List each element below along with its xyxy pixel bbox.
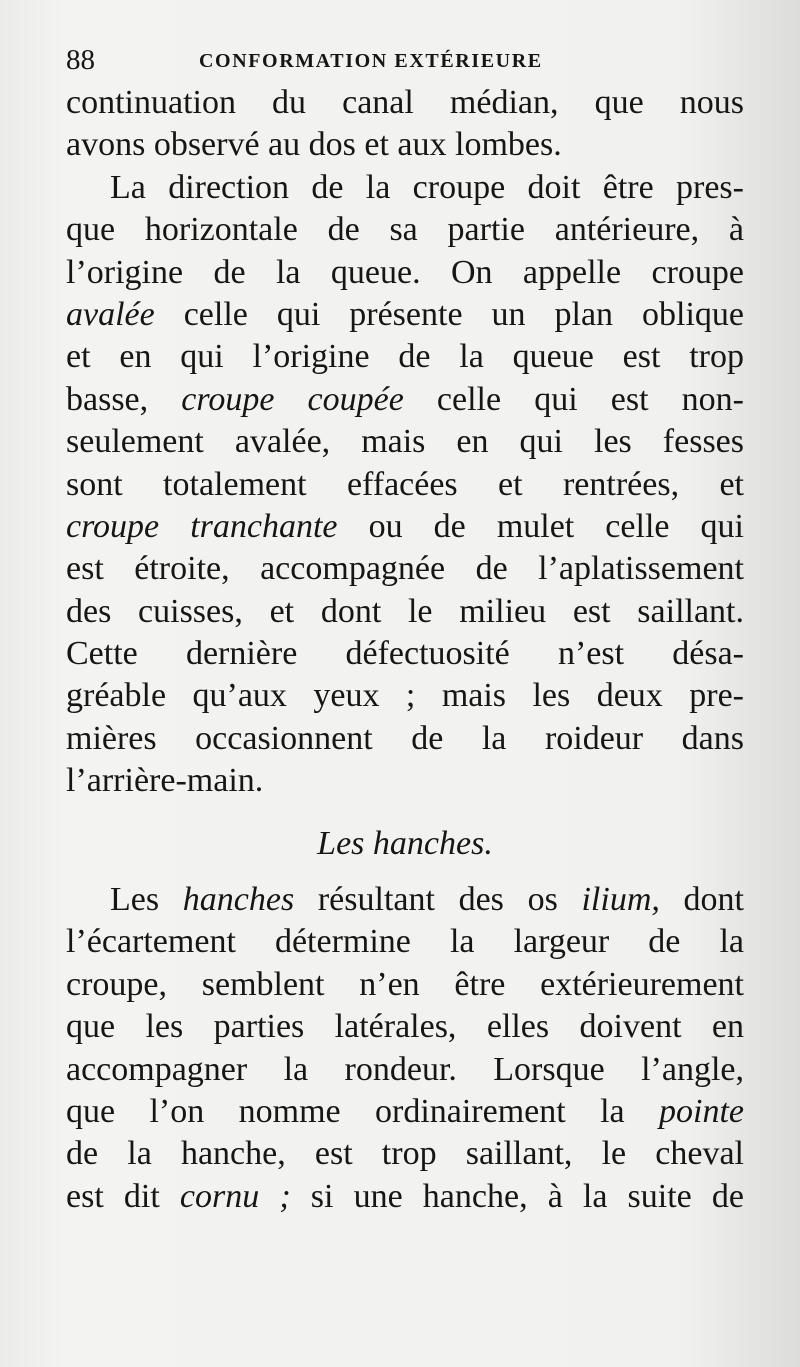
text-line: croupe tranchante ou de mulet celle qui (66, 507, 744, 545)
text-line: avalée celle qui présente un plan oblique (66, 295, 744, 333)
text-line: que horizontale de sa partie antérieure, à (66, 211, 744, 249)
text-line: l’écartement détermine la largeur de la (66, 923, 744, 961)
text-line: La direction de la croupe doit être pres- (110, 168, 744, 206)
text-line: Les hanches résultant des os ilium, dont (110, 881, 744, 919)
text-line: est étroite, accompagnée de l’aplatissement (66, 550, 744, 588)
italic-term: croupe tranchante (66, 507, 338, 545)
italic-term: avalée (66, 295, 155, 333)
text-line: seulement avalée, mais en qui les fesses (66, 423, 744, 461)
text-block (66, 82, 744, 1218)
page-header (66, 44, 626, 78)
text-line: basse, croupe coupée celle qui est non- (66, 380, 744, 418)
italic-term: pointe (659, 1092, 744, 1130)
italic-term: cornu ; (179, 1177, 291, 1215)
text-line: et en qui l’origine de la queue est trop (66, 338, 744, 376)
text-line: l’arrière-main. (66, 762, 264, 800)
text-line: de la hanche, est trop saillant, le cheval (66, 1135, 744, 1173)
italic-term: ilium, (581, 881, 660, 919)
text-line: que l’on nomme ordinairement la pointe (66, 1092, 744, 1130)
text-line: des cuisses, et dont le milieu est saillant. (66, 592, 744, 630)
text-line: continuation du canal médian, que nous (66, 84, 744, 121)
text-line: sont totalement effacées et rentrées, et (66, 465, 744, 503)
italic-term: croupe coupée (181, 380, 404, 418)
text-line: croupe, semblent n’en être extérieurement (66, 965, 744, 1003)
running-title: CONFORMATION EXTÉRIEURE (199, 50, 543, 72)
text-line: mières occasionnent de la roideur dans (66, 719, 744, 757)
page-number: 88 (66, 44, 95, 76)
italic-term: hanches (182, 881, 295, 919)
text-line: gréable qu’aux yeux ; mais les deux pre- (66, 677, 744, 715)
section-heading: Les hanches. (317, 824, 493, 862)
text-line: l’origine de la queue. On appelle croupe (66, 253, 744, 291)
text-line: que les parties latérales, elles doivent en (66, 1008, 744, 1046)
text-line: accompagner la rondeur. Lorsque l’angle, (66, 1050, 744, 1088)
text-line: Cette dernière défectuosité n’est désa- (66, 635, 744, 673)
text-line: est dit cornu ; si une hanche, à la suite de (66, 1177, 744, 1215)
text-line: avons observé au dos et aux lombes. (66, 126, 562, 164)
